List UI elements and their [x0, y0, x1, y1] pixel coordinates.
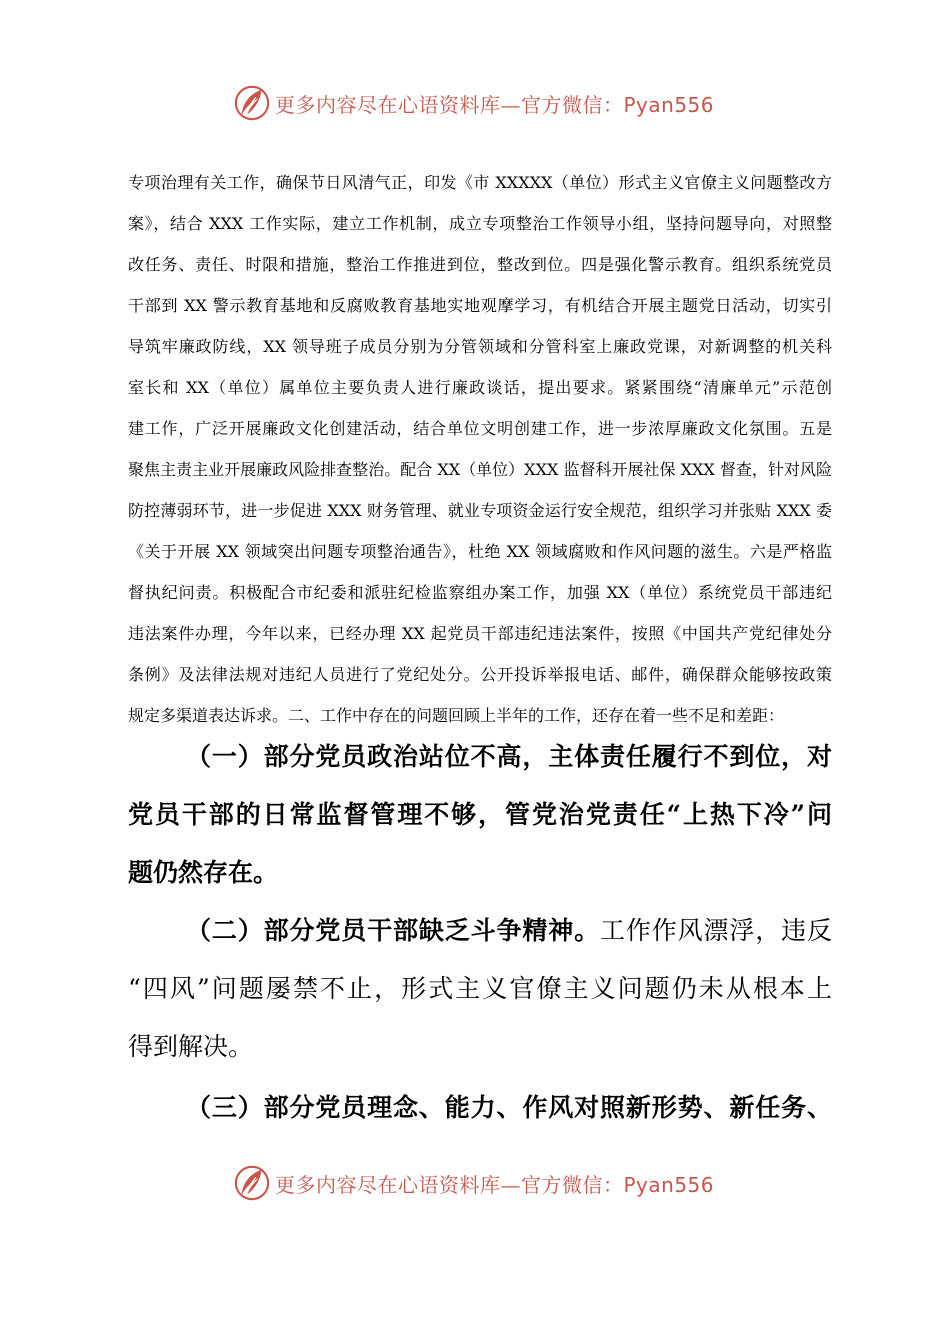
issue-two: [128, 911, 832, 1085]
issue-one: [128, 737, 832, 911]
body-line: 督执纪问责。积极配合市纪委和派驻纪检监察组办案工作，加强 XX（单位）系统党员干部违纪: [128, 583, 832, 602]
feather-logo-icon: [233, 1164, 271, 1202]
body-line: 室长和 XX（单位）属单位主要负责人进行廉政谈话，提出要求。紧紧围绕“清廉单元”示范创: [128, 378, 832, 397]
issue-one-line: （一）部分党员政治站位不高，主体责任履行不到位，对: [186, 742, 832, 771]
issue-three: [128, 1088, 832, 1132]
watermark-text: 更多内容尽在心语资料库—官方微信：: [275, 1172, 624, 1197]
body-line: 改任务、责任、时限和措施，整治工作推进到位，整改到位。四是强化警示教育。组织系统党员: [128, 255, 832, 274]
issue-one-line: 党员干部的日常监督管理不够，管党治党责任“上热下冷”问: [128, 800, 832, 829]
body-line: 《关于开展 XX 领域突出问题专项整治通告》，杜绝 XX 领域腐败和作风问题的滋生。六是严格监: [128, 542, 832, 561]
issue-one-line: 题仍然存在。: [128, 858, 279, 887]
body-line: 专项治理有关工作，确保节日风清气正，印发《市 XXXXX（单位）形式主义官僚主义问题整改方: [128, 173, 832, 192]
issue-two-line: 得到解决。: [128, 1032, 254, 1061]
feather-logo-icon: [233, 84, 271, 122]
body-line: 条例》及法律法规对违纪人员进行了党纪处分。公开投诉举报电话、邮件，确保群众能够按政策: [128, 665, 832, 684]
body-line: 防控薄弱环节，进一步促进 XXX 财务管理、就业专项资金运行安全规范，组织学习并张贴 XXX 委: [128, 501, 832, 520]
body-line: 违法案件办理，今年以来，已经办理 XX 起党员干部违纪违法案件，按照《中国共产党纪律处分: [128, 624, 832, 643]
body-line: 聚焦主责主业开展廉政风险排查整治。配合 XX（单位）XXX 监督科开展社保 XXX 督查，针对风险: [128, 460, 832, 479]
footer-watermark: [233, 1163, 714, 1203]
watermark-wechat: Pyan556: [623, 1172, 715, 1197]
watermark-text: 更多内容尽在心语资料库—官方微信：: [275, 92, 624, 117]
issue-three-heading: （三）部分党员理念、能力、作风对照新形势、新任务、: [186, 1093, 832, 1122]
header-watermark: [233, 83, 714, 123]
issue-two-text: 工作作风漂浮，违反: [599, 916, 832, 945]
body-line: 规定多渠道表达诉求。二、工作中存在的问题回顾上半年的工作，还存在着一些不足和差距：: [128, 706, 785, 725]
issue-two-heading: （二）部分党员干部缺乏斗争精神。: [186, 916, 600, 945]
issue-two-line: “四风”问题屡禁不止，形式主义官僚主义问题仍未从根本上: [128, 974, 832, 1003]
body-line: 导筑牢廉政防线，XX 领导班子成员分别为分管领域和分管科室上廉政党课，对新调整的机关科: [128, 337, 832, 356]
body-paragraph: [128, 168, 832, 742]
watermark-wechat: Pyan556: [623, 92, 715, 117]
body-line: 建工作，广泛开展廉政文化创建活动，结合单位文明创建工作，进一步浓厚廉政文化氛围。五是: [128, 419, 832, 438]
body-line: 干部到 XX 警示教育基地和反腐败教育基地实地观摩学习，有机结合开展主题党日活动，切实引: [128, 296, 832, 315]
body-line: 案》，结合 XXX 工作实际，建立工作机制，成立专项整治工作领导小组，坚持问题导向，对照整: [128, 214, 832, 233]
